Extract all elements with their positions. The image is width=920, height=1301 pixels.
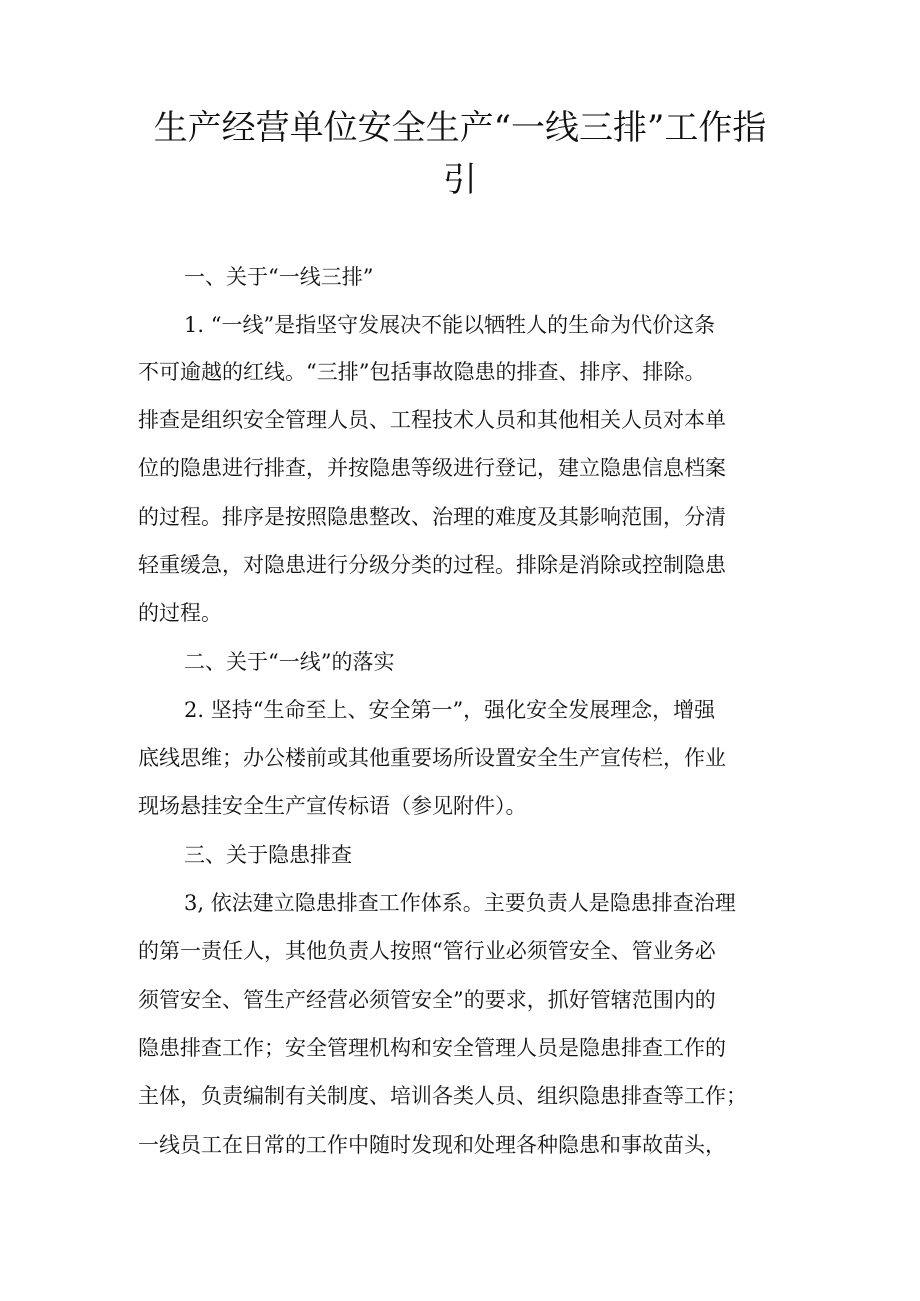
paragraph-1-line-3: 排查是组织安全管理人员、工程技术人员和其他相关人员对本单 [138,408,726,432]
paragraph-1-line-1: 1. “一线”是指坚守发展决不能以牺牲人的生命为代价这条 [184,313,716,337]
paragraph-2-line-3: 现场悬挂安全生产宣传标语（参见附件）。 [138,794,527,818]
document-title [110,102,810,206]
paragraph-2-line-1: 2. 坚持“生命至上、安全第一”，强化安全发展理念，增强 [184,698,716,722]
paragraph-3-line-2: 的第一责任人，其他负责人按照“管行业必须管安全、管业务必 [138,939,716,963]
paragraph-1-line-6: 轻重缓急，对隐患进行分级分类的过程。排除是消除或控制隐患 [138,553,726,577]
title-line-1: 生产经营单位安全生产“一线三排”工作指 [153,108,767,148]
paragraph-1-line-7: 的过程。 [138,601,222,625]
paragraph-1-line-4: 位的隐患进行排查，并按隐患等级进行登记，建立隐患信息档案 [138,456,726,480]
paragraph-3-line-4: 隐患排查工作；安全管理机构和安全管理人员是隐患排查工作的 [138,1036,726,1060]
paragraph-2-line-2: 底线思维；办公楼前或其他重要场所设置安全生产宣传栏，作业 [138,746,726,770]
paragraph-1-line-5: 的过程。排序是按照隐患整改、治理的难度及其影响范围，分清 [138,505,726,529]
section-heading-3: 三、关于隐患排查 [184,843,352,867]
title-line-2: 引 [443,160,477,200]
paragraph-1-line-2: 不可逾越的红线。“三排”包括事故隐患的排查、排序、排除。 [138,360,706,384]
paragraph-3-line-5: 主体，负责编制有关制度、培训各类人员、组织隐患排查等工作； [138,1084,747,1108]
section-heading-2: 二、关于“一线”的落实 [184,650,395,674]
paragraph-3-line-3: 须管安全、管生产经营必须管安全”的要求，抓好管辖范围内的 [138,988,716,1012]
paragraph-3-line-6: 一线员工在日常的工作中随时发现和处理各种隐患和事故苗头， [138,1133,726,1157]
paragraph-3-line-1: 3, 依法建立隐患排查工作体系。主要负责人是隐患排查治理 [184,891,736,915]
section-heading-1: 一、关于“一线三排” [184,265,374,289]
